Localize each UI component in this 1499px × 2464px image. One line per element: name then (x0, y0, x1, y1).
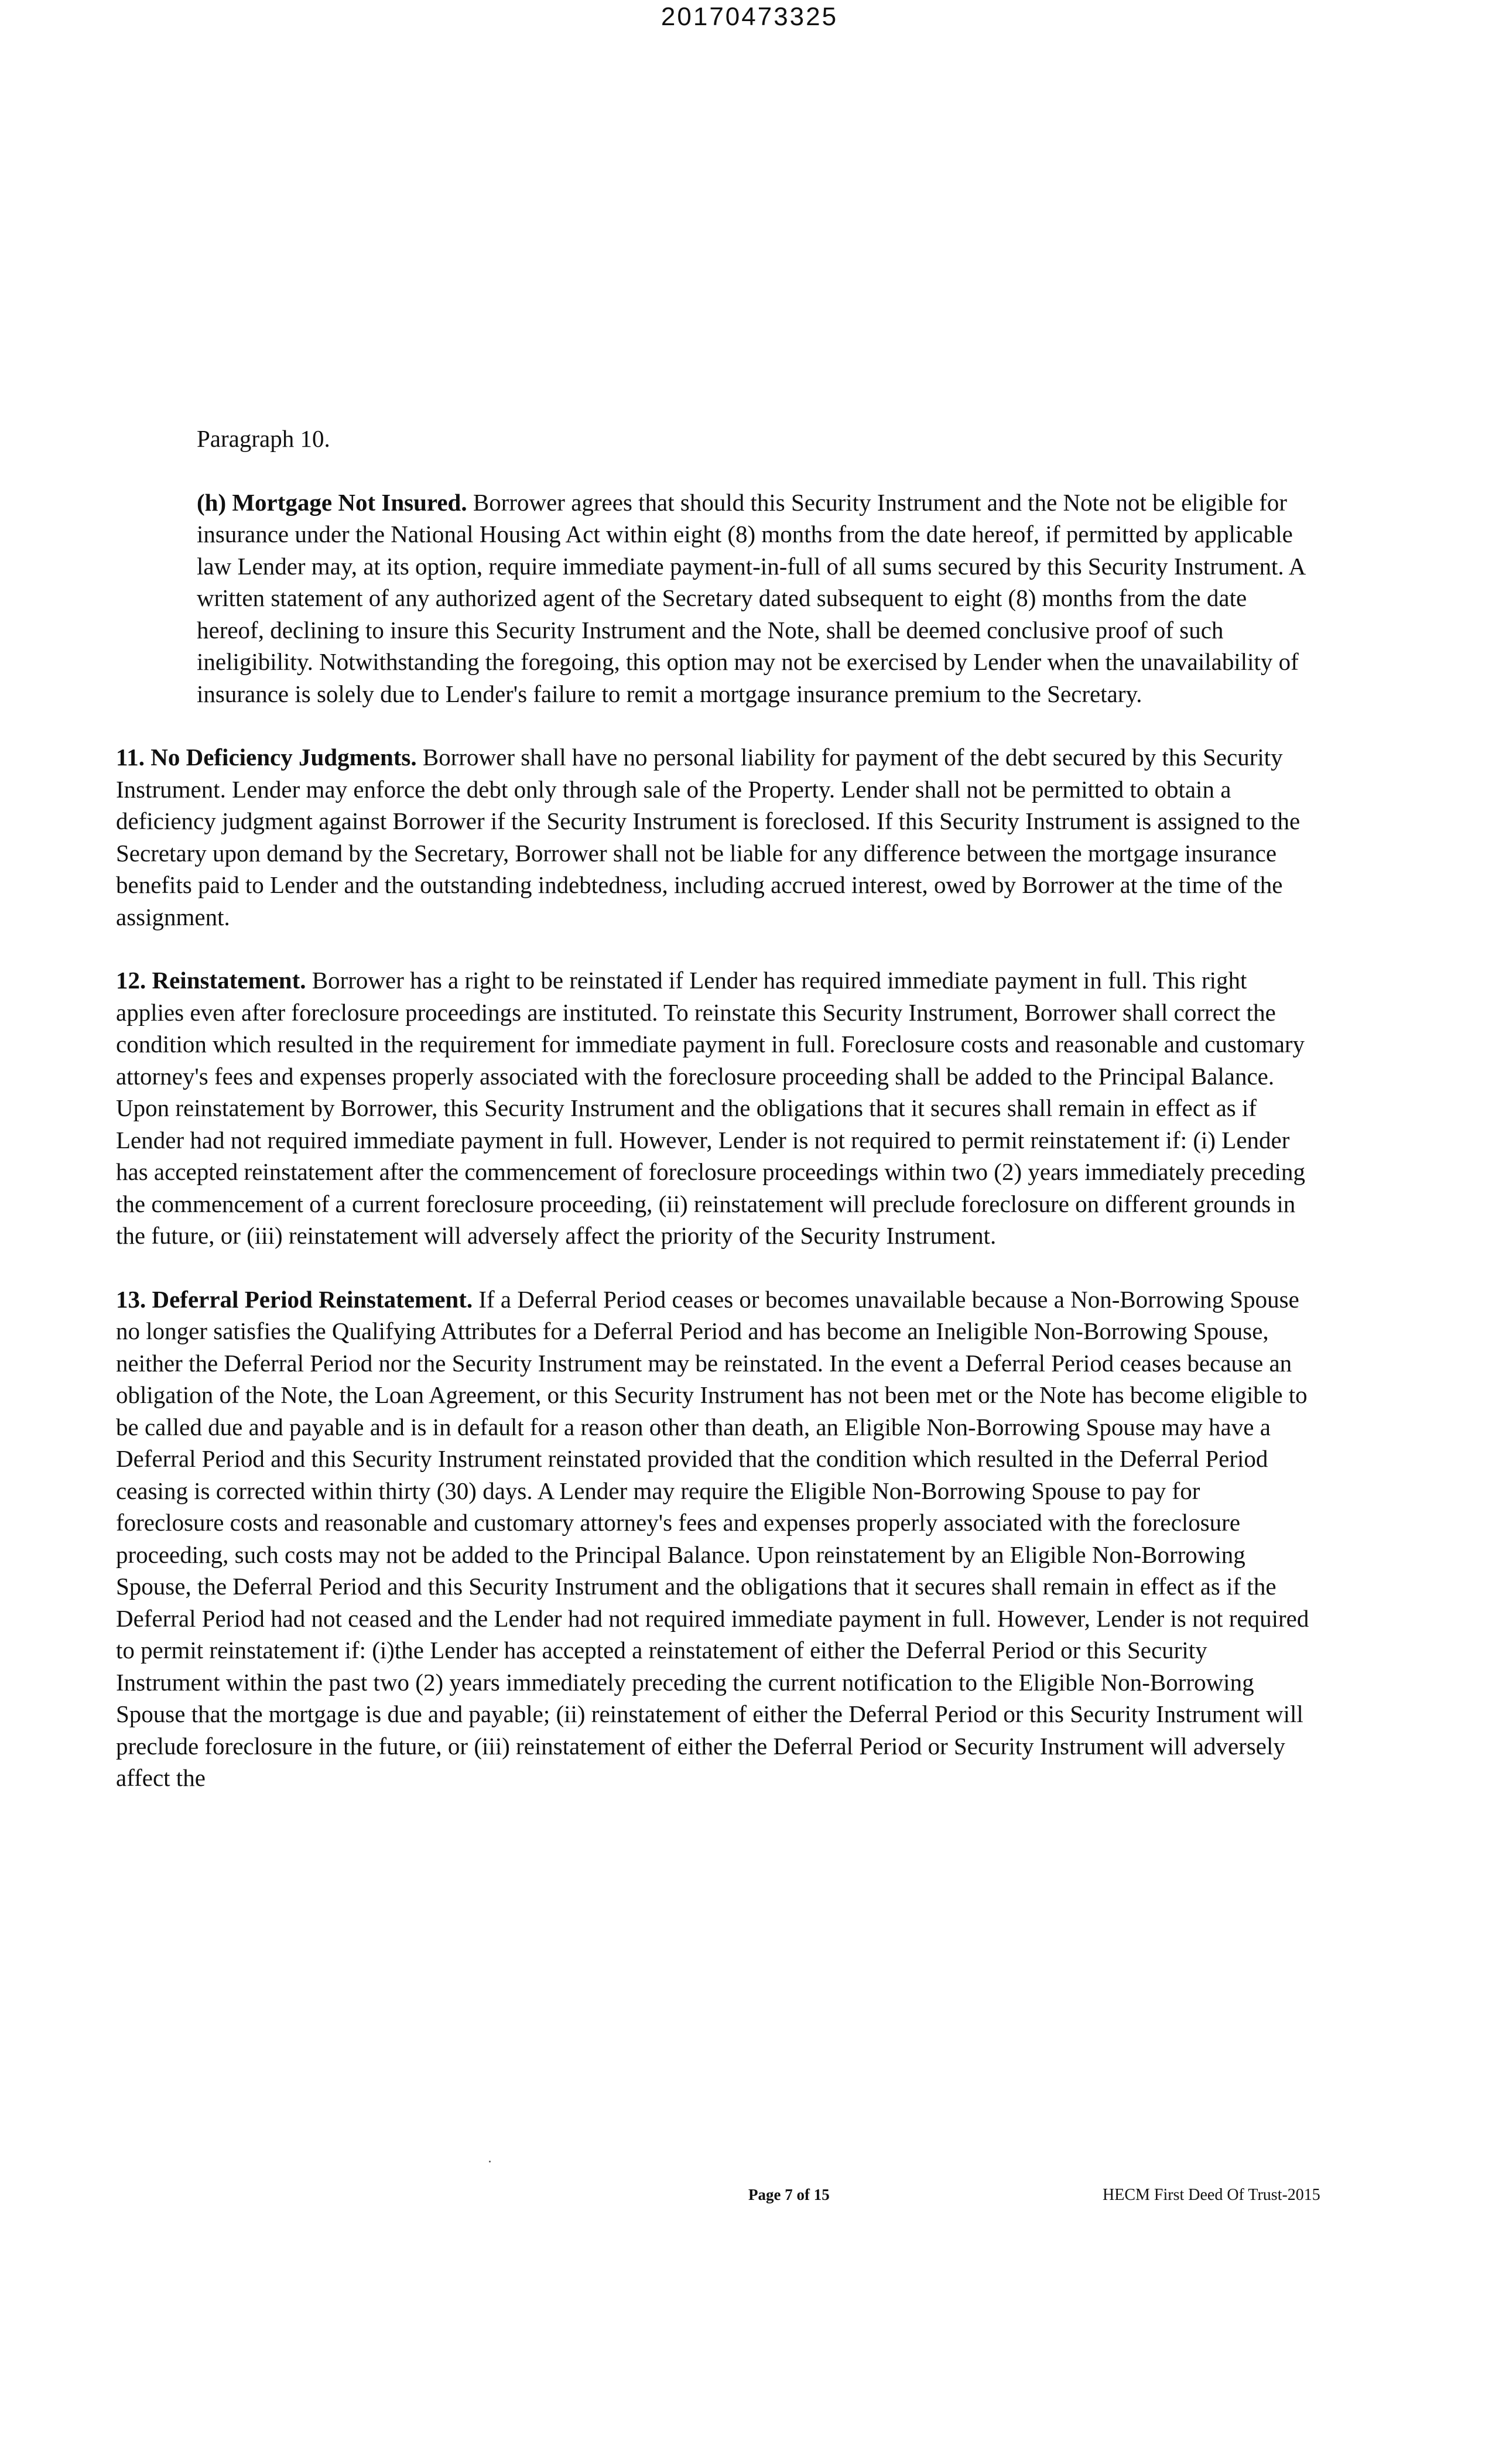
section-12-reinstatement (116, 964, 1310, 1252)
section-11-no-deficiency-judgments (116, 741, 1310, 933)
section-12-heading: 12. Reinstatement. (116, 967, 306, 994)
paragraph-10-label: Paragraph 10. (197, 425, 330, 452)
footer-page-number: Page 7 of 15 (748, 2186, 830, 2203)
section-h-mortgage-not-insured (116, 487, 1310, 710)
section-h-text: Borrower agrees that should this Security Instrument and the Note not be eligible for insurance under the National Housing Act within eight (8) months from the date hereof, if permitted by applicable law Lender may, at its option, require immediate payment-in-full of all sums secured by this Security Instrument. A written statement of any authorized agent of the Secretary dated subsequent to eight (8) months from the date hereof, declining to insure this Security Instrument and the Note, shall be deemed conclusive proof of such ineligibility. Notwithstanding the foregoing, this option may not be exercised by Lender when the unavailability of insurance is solely due to Lender's failure to remit a mortgage insurance premium to the Secretary. (197, 488, 1305, 707)
section-13-text: If a Deferral Period ceases or becomes unavailable because a Non-Borrowing Spouse no longer satisfies the Qualifying Attributes for a Deferral Period and has become an Ineligible Non-Borrowing Spouse, neither the Deferral Period nor the Security Instrument may be reinstated. In the event a Deferral Period ceases because an obligation of the Note, the Loan Agreement, or this Security Instrument has not been met or the Note has become eligible to be called due and payable and is in default for a reason other than death, an Eligible Non-Borrowing Spouse may have a Deferral Period and this Security Instrument reinstated provided that the condition which resulted in the Deferral Period ceasing is corrected within thirty (30) days. A Lender may require the Eligible Non-Borrowing Spouse to pay for foreclosure costs and reasonable and customary attorney's fees and expenses properly associated with the foreclosure proceeding, such costs may not be added to the Principal Balance. Upon reinstatement by an Eligible Non-Borrowing Spouse, the Deferral Period and this Security Instrument and the obligations that it secures shall remain in effect as if the Deferral Period had not ceased and the Lender had not required immediate payment in full. However, Lender is not required to permit reinstatement if: (i)the Lender has accepted a reinstatement of either the Deferral Period or this Security Instrument within the past two (2) years immediately preceding the current notification to the Eligible Non-Borrowing Spouse that the mortgage is due and payable; (ii) reinstatement of either the Deferral Period or this Security Instrument will preclude foreclosure in the future, or (iii) reinstatement of either the Deferral Period or Security Instrument will adversely affect the (116, 1285, 1309, 1791)
section-11-text: Borrower shall have no personal liability for payment of the debt secured by this Security Instrument. Lender may enforce the debt only through sale of the Property. Lender shall not be permitted to obtain a deficiency judgment against Borrower if the Security Instrument is foreclosed. If this Security Instrument is assigned to the Secretary upon demand by the Secretary, Borrower shall not be liable for any difference between the mortgage insurance benefits paid to Lender and the outstanding indebtedness, including accrued interest, owed by Borrower at the time of the assignment. (116, 744, 1300, 930)
document-body (116, 423, 1310, 1826)
section-13-deferral-period-reinstatement (116, 1284, 1310, 1794)
section-13-heading: 13. Deferral Period Reinstatement. (116, 1285, 473, 1313)
document-number: 20170473325 (660, 2, 839, 31)
section-h-heading: (h) Mortgage Not Insured. (197, 488, 467, 516)
footer-form-name: HECM First Deed Of Trust-2015 (1103, 2186, 1320, 2204)
section-12-text: Borrower has a right to be reinstated if Lender has required immediate payment in full. This right applies even after foreclosure proceedings are instituted. To reinstate this Security Instrument, Borrower shall correct the condition which resulted in the requirement for immediate payment in full. Foreclosure costs and reasonable and customary attorney's fees and expenses properly associated with the foreclosure proceeding shall be added to the Principal Balance. Upon reinstatement by Borrower, this Security Instrument and the obligations that it secures shall remain in effect as if Lender had not required immediate payment in full. However, Lender is not required to permit reinstatement if: (i) Lender has accepted reinstatement after the commencement of foreclosure proceedings within two (2) years immediately preceding the commencement of a current foreclosure proceeding, (ii) reinstatement will preclude foreclosure on different grounds in the future, or (iii) reinstatement will adversely affect the priority of the Security Instrument. (116, 967, 1305, 1249)
section-11-heading: 11. No Deficiency Judgments. (116, 744, 417, 771)
scan-speck (489, 2161, 491, 2162)
